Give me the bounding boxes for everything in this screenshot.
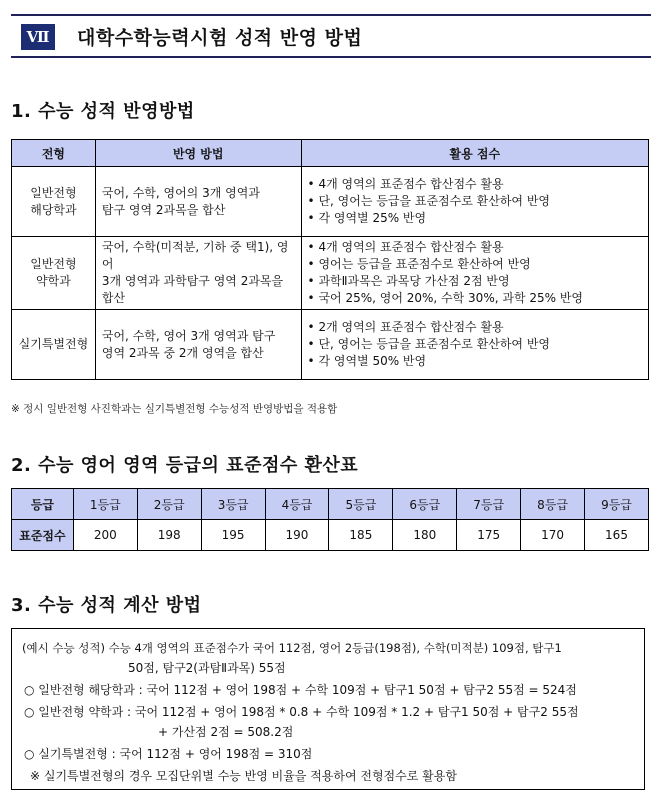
table-row [12,310,649,380]
cell-text: 일반전형 [30,257,77,271]
grade-row [12,489,649,520]
header-bottom-rule [11,56,651,58]
cell-text: 영역 2과목 중 2개 영역을 합산 [101,345,264,360]
score-bullet: • 영어는 등급을 표준점수로 환산하여 반영 [308,256,642,273]
score-label: 표준점수 [12,520,74,551]
score-bullet: • 각 영역별 50% 반영 [308,353,642,370]
score-bullet: • 과학Ⅱ과목은 과목당 가산점 2점 반영 [308,273,642,290]
header-top-rule [11,14,651,16]
score-cell [301,237,648,310]
score-cell [301,167,648,237]
section1-note: ※ 정시 일반전형 사진학과는 실기특별전형 수능성적 반영방법을 적용함 [11,403,338,415]
grade-cell: 5등급 [329,489,393,520]
grade-cell: 4등급 [265,489,329,520]
admission-type-cell [12,237,96,310]
grade-cell: 9등급 [585,489,649,520]
method-cell [95,237,301,310]
section1-title: 1. 수능 성적 반영방법 [11,101,195,122]
calc-line: ○ 일반전형 해당학과 : 국어 112점 + 영어 198점 + 수학 109점 + 탐구1 50점 + 탐구2 55점 = 524점 [24,683,577,697]
score-bullet: • 4개 영역의 표준점수 합산점수 활용 [308,176,642,193]
cell-text: 탐구 영역 2과목을 합산 [101,202,226,217]
section3-title: 3. 수능 성적 계산 방법 [11,595,202,616]
calc-line: ○ 일반전형 약학과 : 국어 112점 + 영어 198점 * 0.8 + 수학 109점 * 1.2 + 탐구1 50점 + 탐구2 55점 [24,705,579,719]
grade-cell: 2등급 [137,489,201,520]
score-value: 180 [393,520,457,551]
cell-text: 약학과 [36,274,71,288]
example-line: 50점, 탐구2(과탐Ⅱ과목) 55점 [128,661,286,675]
reflection-method-table [11,139,649,380]
grade-cell: 3등급 [201,489,265,520]
column-header: 전형 [12,140,96,167]
calc-note: ※ 실기특별전형의 경우 모집단위별 수능 반영 비율을 적용하여 전형점수로 활용함 [30,769,457,783]
score-bullet: • 단, 영어는 등급을 표준점수로 환산하여 반영 [308,193,642,210]
chapter-title: 대학수학능력시험 성적 반영 방법 [77,27,363,49]
cell-text: 합산 [101,291,126,305]
score-row [12,520,649,551]
cell-text: 국어, 수학, 영어 3개 영역과 탐구 [101,328,276,343]
cell-text: 일반전형 [30,185,77,200]
score-bullet: • 2개 영역의 표준점수 합산점수 활용 [308,319,642,336]
score-value: 195 [201,520,265,551]
score-bullet: • 각 영역별 25% 반영 [308,210,642,227]
calc-line: ○ 실기특별전형 : 국어 112점 + 영어 198점 = 310점 [24,747,313,761]
table-header-row [12,140,649,167]
column-header: 활용 점수 [301,140,648,167]
table-row [12,167,649,237]
cell-text: 실기특별전형 [18,337,89,351]
score-value: 190 [265,520,329,551]
table-row [12,237,649,310]
score-value: 175 [457,520,521,551]
grade-cell: 7등급 [457,489,521,520]
grade-label: 등급 [12,489,74,520]
score-bullet: • 단, 영어는 등급을 표준점수로 환산하여 반영 [308,336,642,353]
score-value: 170 [521,520,585,551]
score-value: 198 [137,520,201,551]
grade-cell: 8등급 [521,489,585,520]
cell-text: 3개 영역과 과학탐구 영역 2과목을 [101,274,284,288]
english-grade-conversion-table [11,488,649,551]
score-bullet: • 국어 25%, 영어 20%, 수학 30%, 과학 25% 반영 [308,290,642,307]
cell-text: 국어, 수학, 영어의 3개 영역과 [101,185,260,200]
admission-type-cell [12,310,96,380]
score-bullet: • 4개 영역의 표준점수 합산점수 활용 [308,239,642,256]
grade-cell: 6등급 [393,489,457,520]
example-line: (예시 수능 성적) 수능 4개 영역의 표준점수가 국어 112점, 영어 2등급(198점), 수학(미적분) 109점, 탐구1 [22,641,562,655]
document-header [11,10,651,64]
cell-text: 해당학과 [30,202,77,217]
column-header: 반영 방법 [95,140,301,167]
grade-cell: 1등급 [73,489,137,520]
score-value: 200 [73,520,137,551]
section2-title: 2. 수능 영어 영역 등급의 표준점수 환산표 [11,455,359,476]
admission-type-cell [12,167,96,237]
score-value: 185 [329,520,393,551]
score-cell [301,310,648,380]
method-cell [95,167,301,237]
chapter-badge: Ⅶ [21,24,55,50]
calc-line: + 가산점 2점 = 508.2점 [158,725,294,739]
method-cell [95,310,301,380]
calculation-example-box [11,628,645,790]
score-value: 165 [585,520,649,551]
cell-text: 국어, 수학(미적분, 기하 중 택1), 영어 [101,240,289,271]
